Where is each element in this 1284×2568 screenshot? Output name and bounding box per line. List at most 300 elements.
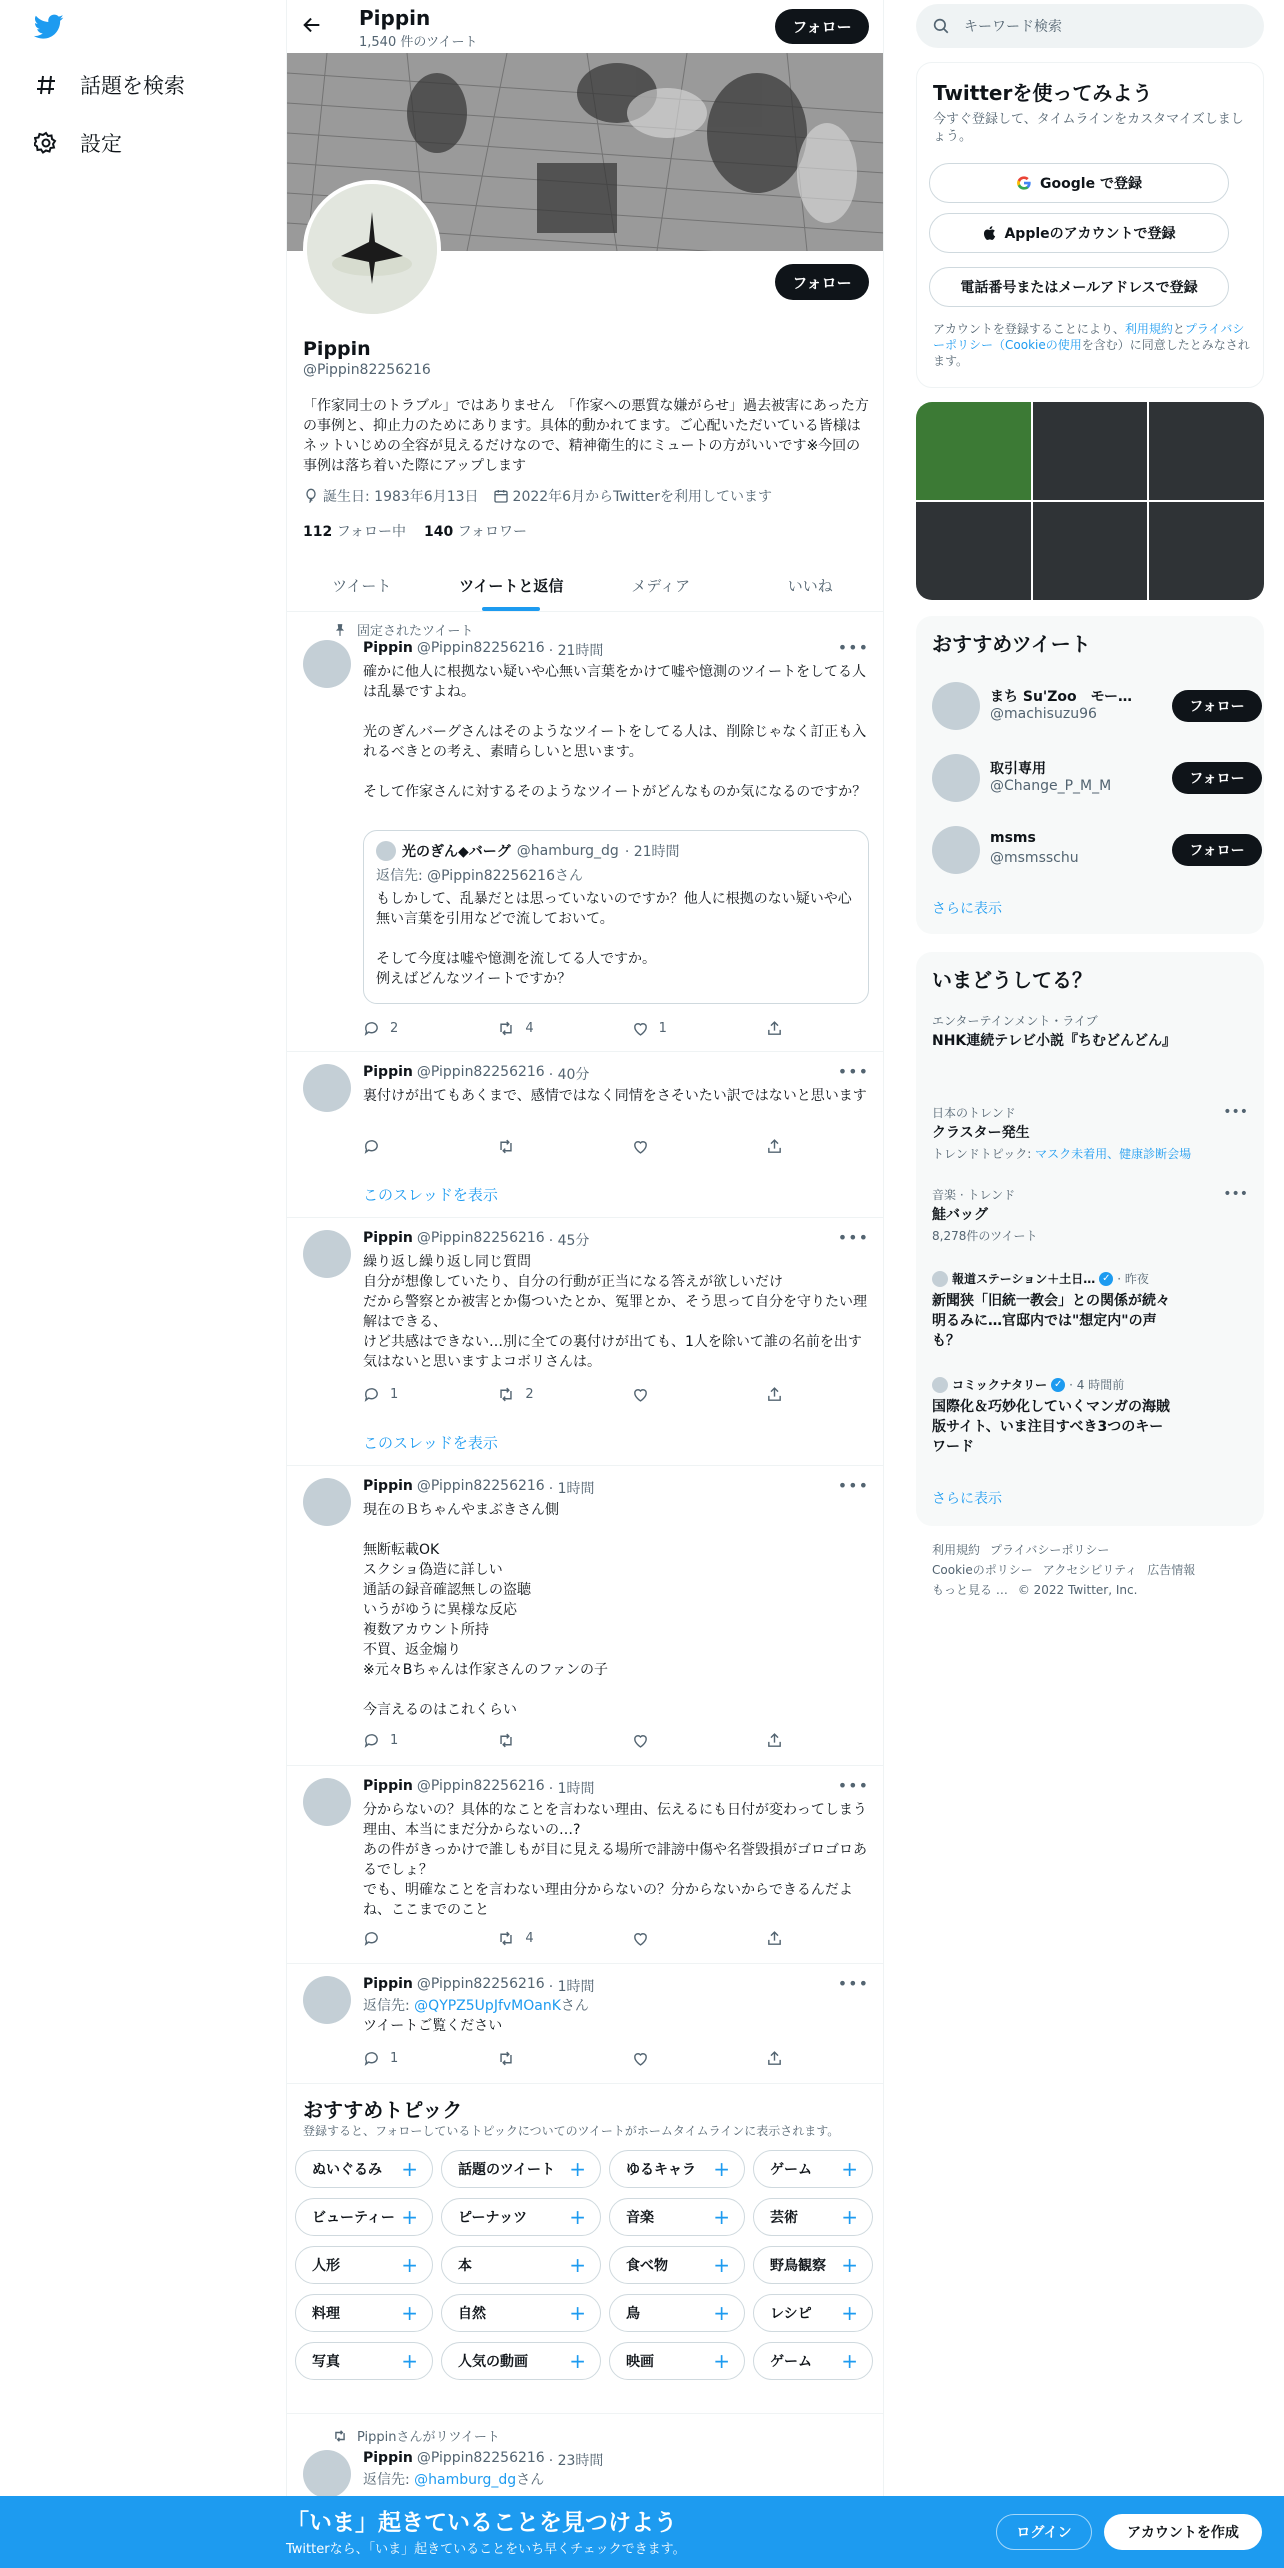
- like-button[interactable]: [632, 1930, 766, 1947]
- more-icon[interactable]: •••: [837, 1776, 869, 1795]
- tweet-header: [363, 1976, 595, 1996]
- quote-text: もしかして、乱暴だとは思っていないのですか？他人に根拠のない疑いや心無い言葉を引用などで流しておいて。 そして今度は嘘や憶測を流してる人ですか。 例えばどんなツイートですか？: [376, 891, 852, 987]
- tweet-header: [363, 1478, 595, 1498]
- follow-button[interactable]: フォロー: [1172, 834, 1262, 866]
- apple-signup-label: Appleのアカウントで登録: [1004, 226, 1176, 242]
- reply-to-line: [363, 2470, 869, 2490]
- reply-count: 1: [390, 1387, 399, 1402]
- heart-icon: [632, 1386, 649, 1403]
- topic-chip[interactable]: [441, 2342, 601, 2380]
- tweet-actions: [363, 1386, 783, 1403]
- gear-icon: [34, 131, 58, 155]
- footer-link[interactable]: プライバシーポリシー: [990, 1543, 1110, 1557]
- retweeted-label: [333, 2426, 500, 2445]
- trends-title: いまどうしてる？: [932, 968, 1092, 992]
- reply-to-link[interactable]: @QYPZ5UpJfvMOanK: [414, 1998, 561, 2014]
- tweet-text: ツイートご覧ください: [363, 2018, 503, 2034]
- suggested-user[interactable]: [932, 678, 1248, 734]
- more-icon[interactable]: •••: [1223, 1104, 1248, 1120]
- plus-icon[interactable]: +: [841, 2205, 858, 2229]
- tweet-actions: [363, 1020, 783, 1037]
- share-icon: [766, 2050, 783, 2067]
- topic-chip[interactable]: [441, 2294, 601, 2332]
- reply-to-line: [363, 1996, 869, 2016]
- avatar[interactable]: [303, 1230, 351, 1278]
- retweet-icon: [497, 1732, 515, 1749]
- topic-chip[interactable]: [753, 2150, 873, 2188]
- heart-icon: [632, 1020, 649, 1037]
- tweet-author[interactable]: Pippin: [363, 1778, 413, 1794]
- avatar[interactable]: [303, 2450, 351, 2498]
- retweet-count: 2: [525, 1387, 534, 1402]
- plus-icon[interactable]: +: [713, 2349, 730, 2373]
- legal-text-1: アカウントを登録することにより、: [933, 322, 1125, 336]
- topic-chip[interactable]: [609, 2150, 745, 2188]
- copyright: © 2022 Twitter, Inc.: [1017, 1583, 1138, 1597]
- topic-label: ゲーム: [770, 2354, 812, 2370]
- tweet-actions: [363, 1138, 783, 1155]
- topic-label: 自然: [458, 2306, 486, 2322]
- suggested-user[interactable]: [932, 750, 1248, 806]
- user-handle: @msmsschu: [990, 850, 1079, 866]
- trend-item[interactable]: [932, 1186, 1248, 1244]
- nav-settings-label: 設定: [80, 132, 122, 156]
- back-arrow-icon[interactable]: [301, 14, 323, 40]
- share-button[interactable]: [766, 1138, 783, 1155]
- tweet-handle[interactable]: @Pippin82256216: [416, 640, 545, 656]
- trend-title: クラスター発生: [932, 1125, 1030, 1141]
- suggested-user[interactable]: [932, 822, 1248, 878]
- user-name: 取引専用: [990, 761, 1046, 777]
- trend-category: 日本のトレンド: [932, 1106, 1016, 1120]
- tweet-card[interactable]: [287, 1766, 884, 1964]
- retweet-icon: [497, 1138, 515, 1155]
- tweet-text: 分からないの？具体的なことを言わない理由、伝えるにも日付が変わってしまう理由、本当にまだ分からないの…? あの件がきっかけで誰しもが目に見える場所で誹謗中傷や名誉毀損がゴロゴロあるでしょ？ でも、明確なことを言わない理由分からないの？分からないからできるんだよね、ここまでのこと: [363, 1802, 867, 1918]
- birthday-item: [303, 486, 479, 506]
- search-box[interactable]: [916, 4, 1264, 48]
- reply-suffix: さん: [560, 1998, 589, 2014]
- topic-chip-row: [295, 2246, 873, 2284]
- header-name: Pippin: [359, 6, 431, 30]
- plus-icon[interactable]: +: [569, 2157, 586, 2181]
- plus-icon[interactable]: +: [569, 2253, 586, 2277]
- create-account-button[interactable]: アカウントを作成: [1104, 2514, 1262, 2550]
- topic-chip[interactable]: [753, 2342, 873, 2380]
- balloon-icon: [303, 488, 319, 504]
- quote-time: · 21時間: [624, 844, 680, 860]
- trend-item[interactable]: [932, 1104, 1248, 1162]
- tweet-handle[interactable]: @Pippin82256216: [416, 1064, 545, 1080]
- topic-chip[interactable]: [609, 2198, 745, 2236]
- footer-link[interactable]: 広告情報: [1147, 1563, 1196, 1577]
- retweeted-by-text: Pippinさんがリツイート: [357, 2430, 500, 2445]
- news-item[interactable]: [932, 1270, 1248, 1351]
- reply-button[interactable]: [363, 1138, 497, 1155]
- avatar[interactable]: [932, 682, 980, 730]
- topic-chip[interactable]: [295, 2294, 433, 2332]
- plus-icon[interactable]: +: [841, 2349, 858, 2373]
- avatar[interactable]: [932, 826, 980, 874]
- plus-icon[interactable]: +: [713, 2253, 730, 2277]
- like-button[interactable]: [632, 1732, 766, 1749]
- heart-icon: [632, 2050, 649, 2067]
- topic-chip-row: [295, 2294, 873, 2332]
- plus-icon[interactable]: +: [713, 2157, 730, 2181]
- tweet-time[interactable]: · 1時間: [548, 1979, 595, 1995]
- joined-item: [493, 486, 772, 506]
- user-name: msms: [990, 830, 1036, 846]
- avatar[interactable]: [303, 1478, 351, 1526]
- show-more-link[interactable]: さらに表示: [932, 901, 1002, 917]
- topic-label: ぬいぐるみ: [312, 2162, 382, 2178]
- who-to-follow-title: おすすめツイート: [932, 632, 1091, 656]
- quote-author: 光のぎん◆バーグ: [402, 844, 511, 860]
- topic-chip-row: [295, 2150, 873, 2188]
- news-source: [932, 1376, 1248, 1393]
- prompt-subtitle: Twitterなら、「いま」起きていることをいち早くチェックできます。: [286, 2542, 686, 2557]
- plus-icon[interactable]: +: [841, 2253, 858, 2277]
- share-button[interactable]: [766, 1930, 783, 1947]
- privacy-link[interactable]: プライバシーポリシー（Cookieの使用: [933, 322, 1245, 352]
- topic-label: 話題のツイート: [458, 2162, 556, 2178]
- reply-to-link[interactable]: @hamburg_dg: [414, 2472, 517, 2488]
- search-placeholder[interactable]: キーワード検索: [964, 19, 1062, 35]
- reply-button[interactable]: [363, 1930, 497, 1947]
- header-follow-button[interactable]: フォロー: [775, 9, 869, 44]
- topic-label: ピーナッツ: [458, 2210, 528, 2226]
- media-thumbnail[interactable]: [916, 402, 1031, 500]
- calendar-icon: [493, 488, 509, 504]
- apple-icon: [982, 225, 996, 241]
- signup-panel: [916, 62, 1264, 388]
- tweet-author[interactable]: Pippin: [363, 1478, 413, 1494]
- main-column: [286, 0, 884, 2568]
- topic-label: レシピ: [770, 2306, 812, 2322]
- retweet-count: 4: [525, 1931, 534, 1946]
- google-signup-label: Google で登録: [1040, 176, 1142, 192]
- more-icon[interactable]: •••: [837, 1974, 869, 1993]
- signup-prompt-bar: [0, 2496, 1284, 2568]
- who-to-follow-panel: [916, 616, 1264, 934]
- tweet-handle[interactable]: @Pippin82256216: [416, 1976, 545, 1992]
- like-button[interactable]: [632, 1138, 766, 1155]
- more-icon[interactable]: •••: [837, 638, 869, 657]
- tweet-actions: [363, 1732, 783, 1749]
- tweet-handle[interactable]: @Pippin82256216: [416, 2450, 545, 2466]
- plus-icon[interactable]: +: [569, 2205, 586, 2229]
- verified-icon: ✓: [1051, 1378, 1065, 1392]
- retweet-button[interactable]: [497, 1930, 631, 1947]
- apple-signup-button[interactable]: [929, 213, 1229, 253]
- avatar[interactable]: [303, 1064, 351, 1112]
- tweet-card[interactable]: [287, 1964, 884, 2084]
- retweet-button[interactable]: [497, 1138, 631, 1155]
- joined-text: 2022年6月からTwitterを利用しています: [512, 489, 772, 505]
- reply-count: 2: [390, 1021, 399, 1036]
- tweet-handle[interactable]: @Pippin82256216: [416, 1778, 545, 1794]
- tweet-card[interactable]: [287, 1052, 884, 1218]
- more-icon[interactable]: •••: [837, 1062, 869, 1081]
- following-link[interactable]: [303, 521, 406, 541]
- topic-chip[interactable]: [753, 2294, 873, 2332]
- follow-button[interactable]: フォロー: [1172, 762, 1262, 794]
- tweet-time[interactable]: · 40分: [548, 1067, 590, 1083]
- footer-link[interactable]: Cookieのポリシー: [932, 1563, 1033, 1577]
- topic-label: 映画: [626, 2354, 654, 2370]
- google-signup-button[interactable]: [929, 163, 1229, 203]
- topic-chip[interactable]: [295, 2150, 433, 2188]
- profile-header-bar: [287, 0, 884, 53]
- topic-chip[interactable]: [609, 2294, 745, 2332]
- login-button[interactable]: ログイン: [996, 2514, 1092, 2550]
- tweet-handle[interactable]: @Pippin82256216: [416, 1230, 545, 1246]
- reply-count: 1: [390, 1733, 399, 1748]
- topic-chip[interactable]: [441, 2150, 601, 2188]
- source-avatar: [932, 1377, 948, 1393]
- tweet-card[interactable]: [287, 1218, 884, 1466]
- nav-settings[interactable]: [34, 128, 122, 158]
- retweet-button[interactable]: [497, 1386, 631, 1403]
- media-thumbnail[interactable]: [1033, 402, 1148, 500]
- tweet-time[interactable]: · 45分: [548, 1233, 590, 1249]
- reply-count: 1: [390, 2051, 399, 2066]
- tweet-time[interactable]: · 1時間: [548, 1481, 595, 1497]
- topic-label: 人気の動画: [458, 2354, 528, 2370]
- news-source-name: 報道ステーション＋土日…: [952, 1272, 1096, 1286]
- profile-tabs: [287, 560, 884, 612]
- tweet-time[interactable]: · 21時間: [548, 643, 604, 659]
- trend-tweet-count: 8,278件のツイート: [932, 1229, 1038, 1243]
- topic-chip-row: [295, 2198, 873, 2236]
- tweet-header: [363, 640, 603, 660]
- plus-icon[interactable]: +: [569, 2301, 586, 2325]
- plus-icon[interactable]: +: [401, 2349, 418, 2373]
- followers-link[interactable]: [424, 521, 527, 541]
- trend-title: NHK連続テレビ小説『ちむどんどん』: [932, 1033, 1177, 1049]
- like-count: 1: [658, 1021, 667, 1036]
- followers-count: 140: [424, 524, 454, 540]
- twitter-logo-icon[interactable]: [34, 14, 64, 44]
- following-label: フォロー中: [336, 524, 406, 540]
- tweet-header: [363, 1778, 595, 1798]
- heart-icon: [632, 1138, 649, 1155]
- tweet-author[interactable]: Pippin: [363, 2450, 413, 2466]
- quoted-tweet[interactable]: [363, 830, 869, 1004]
- plus-icon[interactable]: +: [401, 2253, 418, 2277]
- tab-tweets[interactable]: ツイート: [332, 577, 392, 595]
- news-time: · 昨夜: [1117, 1272, 1149, 1286]
- following-count: 112: [303, 524, 333, 540]
- tweet-text: 裏付けが出てもあくまで、感情ではなく同情をさそいたい訳ではないと思います: [363, 1088, 867, 1104]
- show-thread-link[interactable]: このスレッドを表示: [363, 1186, 498, 1204]
- source-avatar: [932, 1271, 948, 1287]
- trend-topic-link[interactable]: マスク未着用、健康診断会場: [1035, 1147, 1192, 1161]
- retweet-icon: [497, 1930, 515, 1947]
- footer-link[interactable]: 利用規約: [932, 1543, 981, 1557]
- tab-likes[interactable]: いいね: [787, 577, 833, 595]
- reply-suffix: さん: [516, 2472, 545, 2488]
- media-thumbnail[interactable]: [916, 502, 1031, 600]
- heart-icon: [632, 1930, 649, 1947]
- tweet-text: 確かに他人に根拠ない疑いや心無い言葉をかけて嘘や憶測のツイートをしてる人は乱暴ですよね。 光のぎんバーグさんはそのようなツイートをしてる人は、削除じゃなく訂正も入れるべきとの考え、素晴らしいと思います。 そして作家さんに対するそのようなツイートがどんなものか気になるのですか？: [363, 664, 867, 800]
- legal-text-2: と: [1172, 322, 1185, 336]
- tweet-card[interactable]: [287, 612, 884, 1052]
- tweet-author[interactable]: Pippin: [363, 1976, 413, 1992]
- tweet-author[interactable]: Pippin: [363, 1230, 413, 1246]
- pinned-text: 固定されたツイート: [357, 624, 474, 639]
- topic-chip[interactable]: [295, 2342, 433, 2380]
- quote-reply-to: 返信先: @Pippin82256216さん: [376, 868, 583, 884]
- like-button[interactable]: [632, 2050, 766, 2067]
- footer-links: [932, 1540, 1252, 1600]
- more-icon[interactable]: •••: [837, 1228, 869, 1247]
- news-source: [932, 1270, 1248, 1287]
- signup-legal: [933, 321, 1253, 369]
- profile-follow-stats: [303, 521, 527, 541]
- footer-more-link[interactable]: もっと見る …: [932, 1583, 1008, 1597]
- heart-icon: [632, 1732, 649, 1749]
- reply-button[interactable]: [363, 1386, 497, 1403]
- media-thumbnail[interactable]: [1033, 502, 1148, 600]
- avatar[interactable]: [932, 754, 980, 802]
- reply-icon: [363, 1138, 380, 1155]
- news-title: 国際化＆巧妙化していくマンガの海賊版サイト、いま注目すべき3つのキーワード: [932, 1399, 1170, 1455]
- tweet-card[interactable]: [287, 1466, 884, 1766]
- hashtag-icon: [34, 73, 58, 97]
- tweet-header: [363, 1230, 589, 1250]
- trend-title: 鮭バッグ: [932, 1207, 988, 1223]
- avatar[interactable]: [303, 1976, 351, 2024]
- trend-item[interactable]: [932, 1012, 1248, 1051]
- retweet-button[interactable]: [497, 1020, 631, 1037]
- quote-avatar: [376, 841, 396, 861]
- topic-chip[interactable]: [441, 2246, 601, 2284]
- reply-icon: [363, 1732, 380, 1749]
- birthday-text: 誕生日: 1983年6月13日: [323, 489, 479, 505]
- search-icon: [932, 17, 950, 35]
- topic-label: 音楽: [626, 2210, 654, 2226]
- trends-panel: [916, 952, 1264, 1526]
- share-button[interactable]: [766, 1020, 783, 1037]
- topics-title: おすすめトピック: [303, 2098, 463, 2122]
- profile-meta: [303, 486, 772, 506]
- topic-chip-row: [295, 2342, 873, 2380]
- topic-chip[interactable]: [295, 2246, 433, 2284]
- user-handle: @machisuzu96: [990, 706, 1097, 722]
- media-thumbnail[interactable]: [1149, 502, 1264, 600]
- topic-chip[interactable]: [609, 2246, 745, 2284]
- nav-explore[interactable]: [34, 70, 185, 100]
- plus-icon[interactable]: +: [401, 2157, 418, 2181]
- reply-icon: [363, 2050, 380, 2067]
- tweet-time[interactable]: · 23時間: [548, 2453, 604, 2469]
- reply-icon: [363, 1930, 380, 1947]
- reply-icon: [363, 1020, 380, 1037]
- plus-icon[interactable]: +: [713, 2301, 730, 2325]
- quote-handle: @hamburg_dg: [516, 843, 619, 859]
- topic-chip[interactable]: [753, 2198, 873, 2236]
- plus-icon[interactable]: +: [569, 2349, 586, 2373]
- quote-header: [376, 841, 680, 861]
- topic-label: ビューティー: [312, 2210, 395, 2226]
- retweet-button[interactable]: [497, 1732, 631, 1749]
- avatar[interactable]: [303, 640, 351, 688]
- tab-tweets-replies[interactable]: ツイートと返信: [437, 560, 587, 611]
- topic-chip[interactable]: [441, 2198, 601, 2236]
- phone-email-signup-button[interactable]: 電話番号またはメールアドレスで登録: [929, 267, 1229, 307]
- verified-icon: ✓: [1099, 1272, 1113, 1286]
- more-icon[interactable]: •••: [1223, 1186, 1248, 1202]
- share-icon: [766, 1386, 783, 1403]
- reply-button[interactable]: [363, 2050, 497, 2067]
- retweet-button[interactable]: [497, 2050, 631, 2067]
- user-name: まち Su'Zoo モー…: [990, 689, 1133, 705]
- reply-button[interactable]: [363, 1732, 497, 1749]
- topic-label: 本: [458, 2258, 472, 2274]
- pin-icon: [333, 623, 347, 637]
- like-button[interactable]: [632, 1020, 766, 1037]
- reply-prefix: 返信先:: [363, 2472, 415, 2488]
- tweet-author[interactable]: Pippin: [363, 1064, 413, 1080]
- share-button[interactable]: [766, 1732, 783, 1749]
- tab-media[interactable]: メディア: [631, 577, 691, 595]
- media-grid: [916, 402, 1264, 600]
- tweet-handle[interactable]: @Pippin82256216: [416, 1478, 545, 1494]
- plus-icon[interactable]: +: [713, 2205, 730, 2229]
- plus-icon[interactable]: +: [401, 2301, 418, 2325]
- followers-label: フォロワー: [457, 524, 527, 540]
- profile-avatar[interactable]: [303, 180, 441, 318]
- news-time: · 4 時間前: [1069, 1378, 1125, 1392]
- signup-subtitle: 今すぐ登録して、タイムラインをカスタマイズしましょう。: [933, 112, 1244, 144]
- like-button[interactable]: [632, 1386, 766, 1403]
- recommended-topics: [287, 2084, 884, 2414]
- retweet-icon: [497, 2050, 515, 2067]
- topic-chip[interactable]: [295, 2198, 433, 2236]
- retweet-icon: [497, 1020, 515, 1037]
- topic-label: 芸術: [770, 2210, 798, 2226]
- reply-button[interactable]: [363, 1020, 497, 1037]
- plus-icon[interactable]: +: [401, 2205, 418, 2229]
- share-icon: [766, 1020, 783, 1037]
- topic-chip[interactable]: [753, 2246, 873, 2284]
- footer-link[interactable]: アクセシビリティ: [1042, 1563, 1138, 1577]
- nav-explore-label: 話題を検索: [80, 74, 185, 98]
- more-icon[interactable]: •••: [837, 1476, 869, 1495]
- share-button[interactable]: [766, 2050, 783, 2067]
- topic-label: ゆるキャラ: [626, 2162, 696, 2178]
- plus-icon[interactable]: +: [841, 2301, 858, 2325]
- share-icon: [766, 1930, 783, 1947]
- news-item[interactable]: [932, 1376, 1248, 1457]
- topic-label: 料理: [312, 2306, 340, 2322]
- follow-button[interactable]: フォロー: [1172, 690, 1262, 722]
- reply-prefix: 返信先:: [363, 1998, 415, 2014]
- show-thread-link[interactable]: このスレッドを表示: [363, 1434, 498, 1452]
- show-more-link[interactable]: さらに表示: [932, 1491, 1002, 1507]
- topic-label: 食べ物: [626, 2258, 668, 2274]
- tweet-time[interactable]: · 1時間: [548, 1781, 595, 1797]
- media-thumbnail[interactable]: [1149, 402, 1264, 500]
- topic-chip[interactable]: [609, 2342, 745, 2380]
- tweet-author[interactable]: Pippin: [363, 640, 413, 656]
- share-button[interactable]: [766, 1386, 783, 1403]
- avatar[interactable]: [303, 1778, 351, 1826]
- plus-icon[interactable]: +: [841, 2157, 858, 2181]
- terms-link[interactable]: 利用規約: [1124, 322, 1173, 336]
- prompt-title: 「いま」起きていることを見つけよう: [286, 2510, 677, 2536]
- profile-follow-button[interactable]: フォロー: [775, 264, 869, 300]
